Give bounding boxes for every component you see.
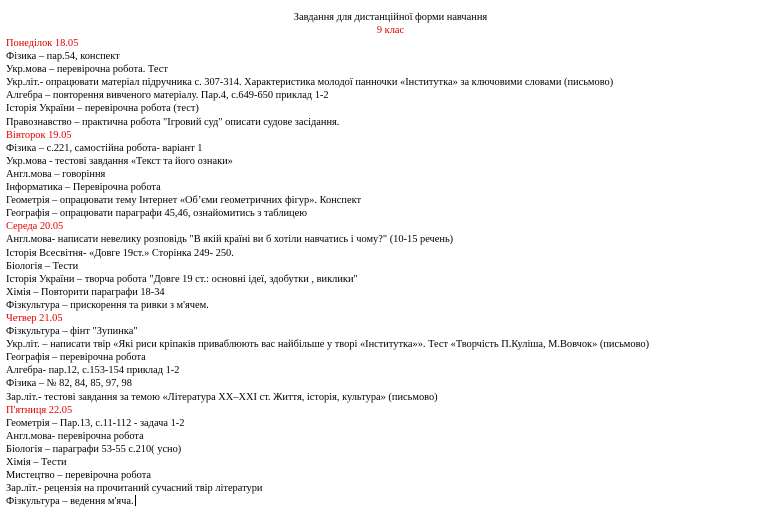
day-heading-text: Вівторок 19.05	[6, 129, 72, 141]
task-text: Укр.літ. – написати твір «Які риси кріпаків приваблюють вас найбільше у творі «Інститутка»». Тест «Творчість П.Куліша, М.Вовчок» (письмово)	[6, 339, 650, 351]
task-line	[6, 194, 763, 207]
task-line	[6, 495, 763, 508]
task-text: Фізкультура – ведення м'яча.	[6, 496, 134, 508]
task-line	[6, 325, 763, 338]
schedule-lines	[6, 37, 763, 508]
day-heading	[6, 312, 763, 325]
task-line	[6, 286, 763, 299]
day-heading-text: Четвер 21.05	[6, 312, 63, 324]
class-label: 9 клас	[376, 25, 405, 36]
task-text: Алгебра- пар.12, с.153-154 приклад 1-2	[6, 365, 180, 377]
task-text: Хімія – Тести	[6, 457, 67, 468]
task-line	[6, 417, 763, 430]
task-line	[6, 116, 763, 129]
task-text: Фізика – № 82, 84, 85, 97, 98	[6, 378, 132, 390]
task-text: Історія України – перевірочна робота (тест)	[6, 103, 199, 115]
day-heading-text: П'ятниця 22.05	[6, 404, 73, 416]
task-text: Біологія – параграфи 53-55 с.210( усно)	[6, 443, 182, 455]
task-text: Географія – опрацювати параграфи 45,46, ознайомитись з таблицею	[6, 208, 307, 220]
task-text: Правознавство – практична робота "Ігровий суд" описати судове засідання.	[6, 116, 340, 128]
task-line	[6, 102, 763, 115]
task-line	[6, 168, 763, 181]
day-heading	[6, 404, 763, 417]
task-line	[6, 76, 763, 89]
task-text: Укр.мова - тестові завдання «Текст та його ознаки»	[6, 155, 233, 167]
task-line	[6, 482, 763, 495]
task-line	[6, 443, 763, 456]
task-line	[6, 142, 763, 155]
document-title: Завдання для дистанційної форми навчання	[293, 12, 488, 23]
task-text: Англ.мова – говоріння	[6, 168, 106, 180]
day-heading	[6, 37, 763, 50]
task-line	[6, 469, 763, 482]
task-line	[6, 207, 763, 220]
task-line	[6, 391, 763, 404]
task-text: Фізкультура – фінт "Зупинка"	[6, 326, 138, 338]
task-line	[6, 430, 763, 443]
task-text: Біологія – Тести	[6, 260, 79, 272]
day-heading-text: Понеділок 18.05	[6, 38, 79, 49]
task-line	[6, 50, 763, 63]
task-text: Укр.літ.- опрацювати матеріал підручника с. 307-314. Характеристика молодої панночки «Інститутка» за ключовими словами (письмово)	[6, 77, 614, 89]
day-heading	[6, 220, 763, 233]
task-line	[6, 456, 763, 469]
task-text: Фізкультура – прискорення та ривки з м'ячем.	[6, 299, 209, 311]
task-line	[6, 299, 763, 312]
task-text: Хімія – Повторити параграфи 18-34	[6, 286, 165, 298]
task-line	[6, 364, 763, 377]
task-line	[6, 181, 763, 194]
task-text: Укр.мова – перевірочна робота. Тест	[6, 64, 168, 76]
task-text: Географія – перевірочна робота	[6, 352, 146, 364]
task-text: Зар.літ.- рецензія на прочитаний сучасний твір літератури	[6, 483, 263, 495]
text-cursor	[135, 495, 136, 506]
task-text: Алгебра – повторення вивченого матеріалу. Пар.4, с.649-650 приклад 1-2	[6, 90, 329, 102]
task-text: Англ.мова- перевірочна робота	[6, 430, 144, 442]
task-line	[6, 273, 763, 286]
task-text: Історія України – творча робота "Довге 19 ст.: основні ідеї, здобутки , виклики"	[6, 273, 358, 285]
task-text: Історія Всесвітня- «Довге 19ст.» Сторінка 249- 250.	[6, 247, 234, 259]
task-text: Геометрія – опрацювати тему Інтернет «Об’єми геометричних фігур». Конспект	[6, 195, 362, 207]
task-line	[6, 247, 763, 260]
task-line	[6, 155, 763, 168]
task-text: Зар.літ.- тестові завдання за темою «Література ХХ–ХХІ ст. Життя, історія, культура» (письмово)	[6, 391, 438, 403]
task-line	[6, 351, 763, 364]
task-line	[6, 260, 763, 273]
task-text: Англ.мова- написати невелику розповідь "В якій країні ви б хотіли навчатись і чому?" (10-15 речень)	[6, 234, 454, 246]
task-line	[6, 233, 763, 246]
task-line	[6, 63, 763, 76]
task-text: Геометрія – Пар.13, с.11-112 - задача 1-2	[6, 417, 185, 429]
task-line	[6, 377, 763, 390]
task-text: Інформатика – Перевірочна робота	[6, 182, 161, 194]
task-line	[6, 89, 763, 102]
day-heading	[6, 129, 763, 142]
task-text: Фізика – с.221, самостійна робота- варіант 1	[6, 142, 203, 154]
task-text: Мистецтво – перевірочна робота	[6, 470, 151, 482]
task-line	[6, 338, 763, 351]
task-text: Фізика – пар.54, конспект	[6, 51, 120, 63]
day-heading-text: Середа 20.05	[6, 221, 64, 233]
